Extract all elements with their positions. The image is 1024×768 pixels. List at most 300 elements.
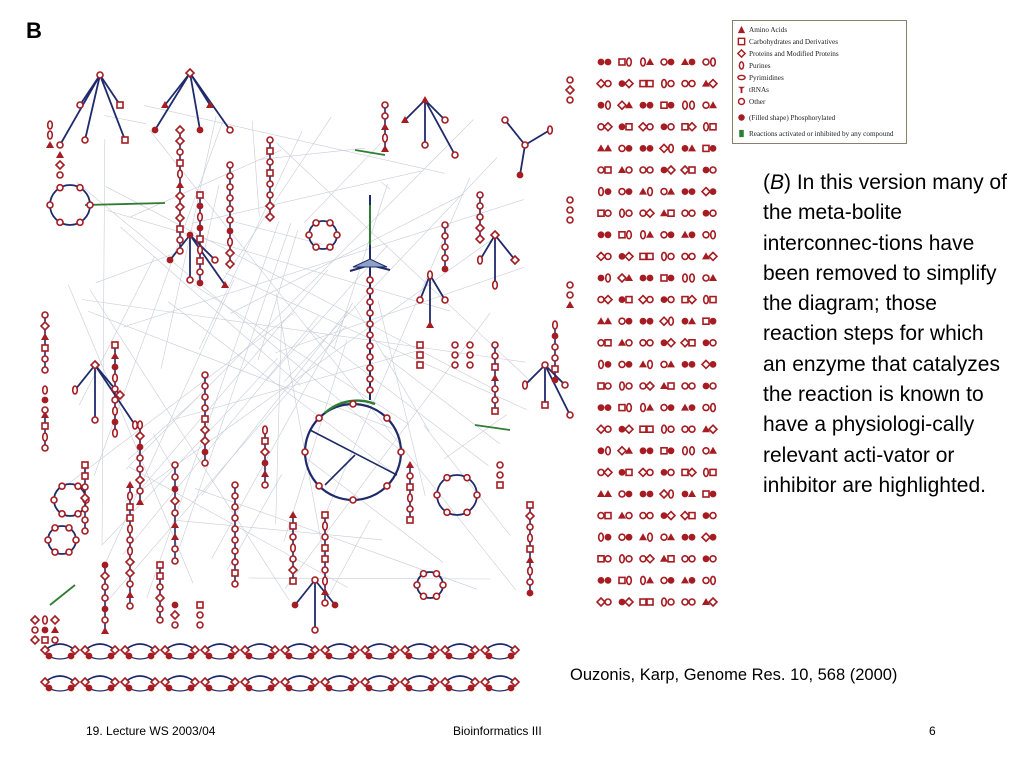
phosphorylated-node	[348, 685, 355, 692]
reaction-edge	[155, 73, 190, 130]
metabolite-node	[316, 415, 322, 421]
purine-node	[641, 576, 646, 584]
metabolite-node	[59, 511, 65, 517]
phosphorylated-node	[326, 685, 333, 692]
metabolite-node	[562, 382, 568, 388]
metabolite-node	[689, 253, 695, 259]
carbohydrate-node	[605, 340, 611, 346]
metabolite-node	[567, 97, 573, 103]
reaction-arc	[485, 644, 515, 650]
purine-node	[627, 576, 632, 584]
carbohydrate-node	[689, 340, 695, 346]
faint-link	[77, 182, 405, 454]
metabolite-node	[42, 356, 48, 362]
branch-node	[353, 259, 387, 267]
metabolite-node	[137, 455, 143, 461]
phosphorylated-node	[86, 653, 93, 660]
protein-node	[604, 468, 612, 476]
amino-acid-node	[688, 144, 696, 151]
legend-label: tRNAs	[749, 85, 769, 94]
metabolite-node	[647, 340, 653, 346]
protein-node	[625, 425, 633, 433]
phosphorylated-node	[689, 361, 696, 368]
phosphorylated-node	[682, 145, 689, 152]
protein-node	[618, 101, 626, 109]
phosphorylated-node	[598, 447, 605, 454]
metabolite-node	[197, 269, 203, 275]
phosphorylated-node	[468, 685, 475, 692]
reaction-arc	[325, 644, 355, 650]
metabolite-node	[82, 528, 88, 534]
reaction-arc	[85, 644, 115, 650]
metabolite-node	[312, 577, 318, 583]
phosphorylated-node	[388, 653, 395, 660]
metabolite-node	[464, 509, 470, 515]
faint-link	[120, 227, 300, 385]
faint-link	[125, 237, 495, 501]
green-bar-icon	[737, 129, 746, 138]
carbohydrate-node	[710, 469, 716, 475]
phosphorylated-node	[626, 188, 633, 195]
reaction-arc	[165, 644, 195, 650]
metabolite-node	[552, 344, 558, 350]
faint-link	[249, 578, 491, 579]
protein-node	[266, 202, 274, 210]
protein-node	[126, 558, 134, 566]
amino-acid-node	[597, 490, 605, 497]
metabolite-node	[367, 277, 373, 283]
phosphorylated-node	[619, 296, 626, 303]
phosphorylated-node	[710, 491, 717, 498]
metabolite-node	[668, 297, 674, 303]
metabolite-node	[417, 297, 423, 303]
phosphorylated-node	[517, 172, 524, 179]
purine-node	[548, 126, 553, 134]
metabolite-node	[232, 515, 238, 521]
metabolite-node	[626, 210, 632, 216]
carbohydrate-node	[42, 345, 48, 351]
phosphorylated-node	[286, 653, 293, 660]
metabolite-node	[232, 548, 238, 554]
faint-link	[108, 326, 346, 601]
phosphorylated-node	[689, 534, 696, 541]
purine-node	[648, 188, 653, 196]
metabolite-node	[82, 484, 88, 490]
phosphorylated-node	[102, 606, 109, 613]
protein-node	[709, 252, 717, 260]
metabolite-node	[619, 189, 625, 195]
diamond-icon	[737, 49, 746, 58]
faint-link	[96, 253, 176, 283]
amino-acid-node	[406, 461, 414, 468]
protein-node	[171, 611, 179, 619]
reaction-arc	[245, 644, 275, 650]
phosphorylated-node	[661, 296, 668, 303]
carbohydrate-node	[640, 81, 646, 87]
carbohydrate-node	[668, 383, 674, 389]
metabolite-node	[661, 59, 667, 65]
metabolite-node	[626, 340, 632, 346]
purine-node	[704, 296, 709, 304]
metabolite-node	[227, 162, 233, 168]
metabolite-node	[327, 244, 333, 250]
metabolite-node	[232, 537, 238, 543]
metabolite-node	[647, 513, 653, 519]
metabolite-node	[640, 167, 646, 173]
phosphorylated-node	[710, 361, 717, 368]
metabolite-node	[232, 493, 238, 499]
legend-label: Reactions activated or inhibited by any compound	[749, 129, 894, 138]
purine-node	[704, 123, 709, 131]
phosphorylated-node	[647, 145, 654, 152]
reaction-arc	[125, 676, 155, 682]
metabolite-node	[452, 342, 458, 348]
amino-acid-node	[176, 181, 184, 188]
amino-acid-node	[646, 576, 654, 583]
phosphorylated-node	[112, 364, 119, 371]
phosphorylated-node	[102, 562, 109, 569]
reaction-edge	[495, 235, 515, 260]
phosphorylated-node	[197, 225, 204, 232]
protein-node	[597, 252, 605, 260]
metabolite-node	[434, 593, 440, 599]
protein-node	[51, 616, 59, 624]
metabolite-node	[322, 600, 328, 606]
phosphorylated-node	[605, 577, 612, 584]
phosphorylated-node	[703, 383, 710, 390]
carbohydrate-node	[262, 438, 268, 444]
metabolite-node	[313, 220, 319, 226]
metabolite-node	[647, 469, 653, 475]
legend-label: Carbohydrates and Derivatives	[749, 37, 839, 46]
carbohydrate-node	[197, 236, 203, 242]
cross-links	[68, 105, 532, 600]
phosphorylated-node	[710, 534, 717, 541]
phosphorylated-node	[108, 653, 115, 660]
protein-node	[476, 224, 484, 232]
protein-node	[709, 425, 717, 433]
protein-node	[625, 80, 633, 88]
phosphorylated-node	[605, 361, 612, 368]
metabolite-node	[668, 426, 674, 432]
faint-link	[82, 299, 526, 362]
metabolite-node	[227, 195, 233, 201]
phosphorylated-node	[668, 59, 675, 66]
reaction-edge	[60, 75, 100, 145]
metabolite-node	[57, 172, 63, 178]
phosphorylated-node	[682, 318, 689, 325]
metabolite-node	[598, 167, 604, 173]
carbohydrate-node	[117, 102, 123, 108]
amino-acid-node	[709, 447, 717, 454]
carbohydrate-node	[290, 578, 296, 584]
phosphorylated-node	[605, 59, 612, 66]
carbohydrate-node	[127, 504, 133, 510]
faint-link	[276, 325, 282, 525]
carbohydrate-node	[290, 523, 296, 529]
phosphorylated-node	[42, 627, 49, 634]
metabolite-node	[710, 167, 716, 173]
metabolite-node	[77, 102, 83, 108]
protein-node	[136, 476, 144, 484]
legend-label: Pyrimidines	[749, 73, 784, 82]
faint-link	[327, 520, 370, 600]
carbohydrate-node	[640, 426, 646, 432]
legend-label: Amino Acids	[749, 25, 788, 34]
metabolite-node	[227, 217, 233, 223]
protein-node	[476, 235, 484, 243]
metabolite-node	[82, 137, 88, 143]
phosphorylated-node	[166, 653, 173, 660]
carbohydrate-node	[703, 318, 709, 324]
caption-label: B	[770, 171, 785, 194]
legend-row-purines	[737, 61, 771, 70]
amino-acid-node	[491, 374, 499, 381]
metabolite-node	[661, 232, 667, 238]
protein-node	[639, 296, 647, 304]
metabolite-node	[567, 292, 573, 298]
metabolite-node	[172, 558, 178, 564]
protein-node	[702, 188, 710, 196]
purine-node	[627, 231, 632, 239]
protein-node	[156, 594, 164, 602]
carbohydrate-node	[598, 383, 604, 389]
metabolite-node	[382, 102, 388, 108]
metabolite-node	[157, 617, 163, 623]
phosphorylated-node	[46, 653, 53, 660]
faint-link	[192, 171, 422, 223]
purine-node	[263, 426, 268, 434]
legend-row-amino-acids	[737, 25, 787, 34]
metabolite-node	[197, 622, 203, 628]
metabolite-node	[59, 483, 65, 489]
phosphorylated-node	[366, 653, 373, 660]
phosphorylated-node	[137, 444, 144, 451]
protein-node	[597, 80, 605, 88]
phosphorylated-node	[626, 361, 633, 368]
carbohydrate-node	[626, 469, 632, 475]
phosphorylated-node	[286, 685, 293, 692]
metabolite-node	[442, 255, 448, 261]
carbohydrate-node	[647, 253, 653, 259]
metabolite-node	[661, 577, 667, 583]
metabolite-node	[384, 483, 390, 489]
metabolite-node	[421, 571, 427, 577]
reaction-edge	[295, 580, 315, 605]
purine-node	[383, 134, 388, 142]
metabolite-node	[492, 353, 498, 359]
purine-node	[478, 256, 483, 264]
phosphorylated-node	[468, 653, 475, 660]
protein-node	[681, 166, 689, 174]
faint-link	[444, 415, 506, 459]
purine-node	[711, 404, 716, 412]
amino-acid-node	[688, 490, 696, 497]
reaction-arc	[445, 644, 475, 650]
purine-node	[528, 534, 533, 542]
purine-node	[43, 386, 48, 394]
phosphorylated-node	[605, 188, 612, 195]
phosphorylated-node	[197, 203, 204, 210]
protein-node	[41, 322, 49, 330]
metabolite-node	[66, 525, 72, 531]
metabolite-node	[626, 167, 632, 173]
purine-node	[669, 317, 674, 325]
protein-node	[56, 161, 64, 169]
metabolite-node	[444, 475, 450, 481]
metabolite-node	[172, 510, 178, 516]
phosphorylated-node	[228, 685, 235, 692]
purine-node	[599, 360, 604, 368]
phosphorylated-node	[508, 685, 515, 692]
metabolite-node	[137, 488, 143, 494]
phosphorylated-node	[388, 685, 395, 692]
protein-node	[289, 566, 297, 574]
carbohydrate-node	[322, 545, 328, 551]
legend-box	[732, 20, 907, 144]
metabolite-node	[137, 466, 143, 472]
legend-label: Proteins and Modified Proteins	[749, 49, 839, 58]
metabolite-node	[172, 546, 178, 552]
isolated-reactions-grid	[596, 52, 726, 612]
metabolite-node	[384, 415, 390, 421]
metabolite-node	[66, 549, 72, 555]
phosphorylated-node	[348, 653, 355, 660]
metabolite-node	[350, 401, 356, 407]
faint-link	[306, 327, 488, 466]
metabolite-node	[710, 383, 716, 389]
protein-node	[688, 296, 696, 304]
metabolite-node	[492, 342, 498, 348]
metabolite-node	[127, 603, 133, 609]
metabolite-node	[668, 253, 674, 259]
phosphorylated-node	[486, 685, 493, 692]
purine-node	[620, 209, 625, 217]
protein-node	[101, 572, 109, 580]
metabolite-node	[661, 189, 667, 195]
amino-acid-node	[681, 576, 689, 583]
phosphorylated-node	[206, 685, 213, 692]
phosphorylated-node	[605, 231, 612, 238]
purine-node	[669, 490, 674, 498]
metabolite-node	[367, 332, 373, 338]
phosphorylated-node	[68, 685, 75, 692]
faint-link	[323, 178, 470, 521]
phosphorylated-node	[710, 145, 717, 152]
metabolite-node	[202, 372, 208, 378]
metabolite-node	[668, 599, 674, 605]
metabolite-node	[42, 367, 48, 373]
metabolite-node	[232, 482, 238, 488]
carbohydrate-node	[626, 297, 632, 303]
purine-node	[198, 246, 203, 254]
purine-node	[48, 131, 53, 139]
phosphorylated-node	[647, 491, 654, 498]
phosphorylated-node	[647, 102, 654, 109]
phosphorylated-node	[668, 231, 675, 238]
metabolic-network-diagram	[25, 45, 585, 710]
metabolite-node	[77, 185, 83, 191]
protein-node	[597, 425, 605, 433]
metabolite-node	[232, 581, 238, 587]
protein-node	[688, 468, 696, 476]
phosphorylated-node	[406, 653, 413, 660]
carbohydrate-node	[202, 416, 208, 422]
metabolite-node	[57, 142, 63, 148]
protein-node	[646, 555, 654, 563]
carbohydrate-node	[703, 491, 709, 497]
faint-link	[220, 117, 331, 284]
metabolite-node	[442, 233, 448, 239]
phosphorylated-node	[598, 59, 605, 66]
metabolite-node	[434, 571, 440, 577]
metabolite-node	[262, 482, 268, 488]
metabolite-node	[567, 217, 573, 223]
metabolite-node	[73, 537, 79, 543]
metabolite-node	[42, 407, 48, 413]
phosphorylated-node	[668, 275, 675, 282]
purine-node	[323, 522, 328, 530]
purine-node	[599, 533, 604, 541]
metabolite-node	[661, 361, 667, 367]
metabolite-node	[522, 142, 528, 148]
wide-oval-icon	[737, 73, 746, 82]
protein-node	[604, 296, 612, 304]
purine-node	[113, 374, 118, 382]
metabolite-node	[82, 506, 88, 512]
triangle-icon	[737, 25, 746, 34]
purine-node	[641, 58, 646, 66]
amino-acid-node	[667, 533, 675, 540]
protein-node	[709, 80, 717, 88]
protein-node	[646, 382, 654, 390]
metabolite-node	[187, 277, 193, 283]
amino-acid-node	[46, 141, 54, 148]
carbohydrate-node	[661, 448, 667, 454]
amino-acid-node	[618, 339, 626, 346]
metabolite-node	[87, 202, 93, 208]
phosphorylated-node	[42, 397, 49, 404]
phosphorylated-node	[228, 653, 235, 660]
amino-acid-node	[660, 382, 668, 389]
filled-circle-icon	[737, 113, 746, 122]
carbohydrate-node	[127, 515, 133, 521]
metabolite-node	[452, 352, 458, 358]
amino-acid-node	[681, 231, 689, 238]
faint-link	[123, 316, 319, 555]
faint-link	[258, 230, 298, 360]
amino-acid-node	[688, 317, 696, 324]
purine-node	[620, 555, 625, 563]
metabolite-node	[290, 534, 296, 540]
metabolite-node	[407, 473, 413, 479]
phosphorylated-node	[640, 447, 647, 454]
metabolite-node	[177, 248, 183, 254]
protein-node	[176, 126, 184, 134]
purine-node	[648, 360, 653, 368]
metabolite-node	[172, 622, 178, 628]
metabolite-node	[172, 474, 178, 480]
metabolite-node	[367, 321, 373, 327]
metabolite-node	[52, 549, 58, 555]
phosphorylated-node	[308, 653, 315, 660]
faint-link	[381, 182, 390, 189]
carbohydrate-node	[322, 512, 328, 518]
faint-link	[383, 354, 500, 444]
phosphorylated-node	[262, 460, 269, 467]
metabolite-node	[626, 513, 632, 519]
purine-node	[683, 101, 688, 109]
